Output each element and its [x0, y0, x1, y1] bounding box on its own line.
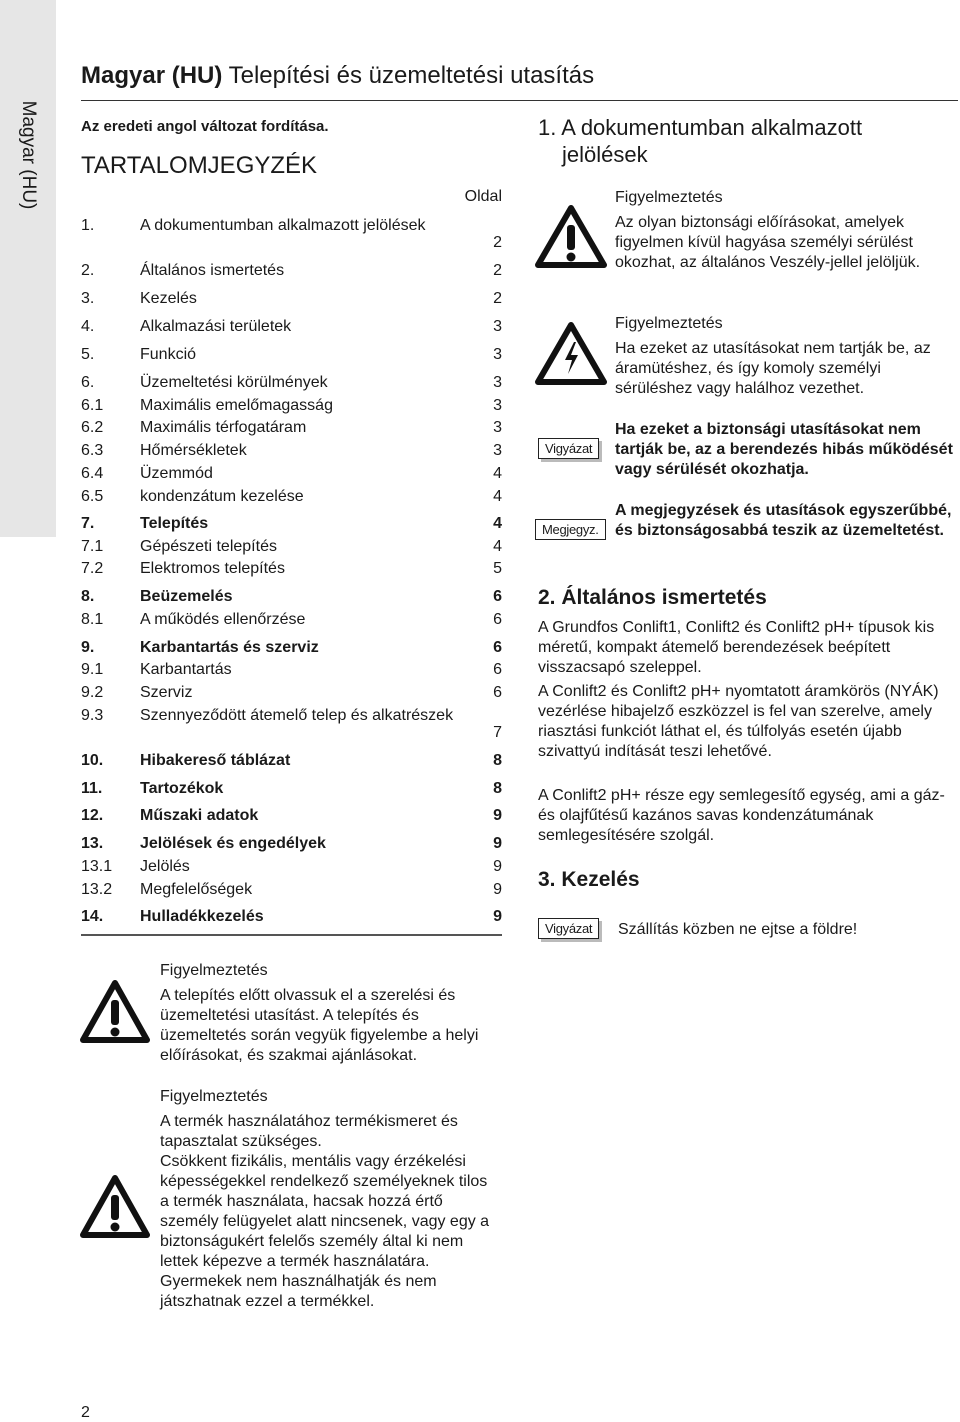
toc-entry-number: 6.	[81, 374, 95, 391]
toc-entry-label: Műszaki adatok	[140, 807, 259, 824]
toc-entry-label: Gépészeti telepítés	[140, 538, 277, 555]
toc-entry-page: 3	[493, 374, 502, 391]
section-1-heading	[538, 114, 862, 168]
toc-entry-number: 12.	[81, 807, 104, 824]
section-2-heading: 2. Általános ismertetés	[538, 586, 767, 609]
toc-entry-label: Maximális emelőmagasság	[140, 397, 333, 414]
note-tag: Megjegyz.	[535, 519, 606, 540]
toc-entry-number: 13.2	[81, 881, 113, 898]
toc-entry-page: 9	[493, 858, 502, 875]
note-text: A megjegyzések és utasítások egyszerűbbé, és biztonságosabbá teszik az üzemeltetést.	[615, 502, 952, 539]
toc-entry-number: 14.	[81, 908, 104, 925]
toc-entry-number: 4.	[81, 318, 95, 335]
warning-triangle-icon	[535, 205, 607, 269]
caution-tag: Vigyázat	[538, 438, 599, 459]
toc-entry-page: 4	[493, 538, 502, 555]
toc-entry-page: 6	[493, 661, 502, 678]
toc-entry-label: Hibakereső táblázat	[140, 752, 291, 769]
side-tab-label: Magyar (HU)	[18, 100, 39, 210]
toc-entry-page: 4	[493, 465, 502, 482]
toc-entry-number: 10.	[81, 752, 104, 769]
toc-entry-number: 6.1	[81, 397, 104, 414]
toc-entry-page: 3	[493, 318, 502, 335]
warning-triangle-icon	[80, 980, 150, 1044]
toc-entry-page: 9	[493, 807, 502, 824]
toc-entry-label: Hőmérsékletek	[140, 442, 247, 459]
toc-entry-label: Telepítés	[140, 515, 209, 532]
toc-entry-page: 6	[493, 611, 502, 628]
toc-entry-page: 9	[493, 908, 502, 925]
toc-entry-label: Funkció	[140, 346, 197, 363]
section-2-paragraph-3: A Conlift2 pH+ része egy semlegesítő egység, ami a gáz- és olajfűtésű kazános savas kondenzátumának semlegesítésére szolgál.	[538, 787, 945, 844]
toc-bottom-divider	[81, 934, 502, 936]
toc-entry-label: Jelölés	[140, 858, 190, 875]
title-language: Magyar (HU)	[81, 62, 223, 89]
warning-electric-heading: Figyelmeztetés	[615, 315, 723, 332]
section-1-heading-line1: 1. A dokumentumban alkalmazott	[538, 115, 863, 140]
toc-entry-number: 5.	[81, 346, 95, 363]
warning-general-text: Az olyan biztonsági előírásokat, amelyek figyelmen kívül hagyása személyi sérülést okozhat, az általános Veszély-jellel jelöljük.	[615, 214, 921, 271]
title-rest: Telepítési és üzemeltetési utasítás	[222, 62, 595, 89]
electric-hazard-icon	[535, 322, 607, 386]
toc-entry-number: 6.4	[81, 465, 104, 482]
section-2-paragraph-2: A Conlift2 és Conlift2 pH+ nyomtatott áramkörös (NYÁK) vezérlése hibajelző eszközzel is fel van szerelve, amely riasztási funkciót láthat el, és túlfolyás esetén újabb szivattyú indítását teszi lehetővé.	[538, 683, 939, 760]
toc-entry-label: kondenzátum kezelése	[140, 488, 304, 505]
toc-entry-number: 7.2	[81, 560, 104, 577]
toc-page-column-header: Oldal	[464, 188, 502, 205]
translation-note: Az eredeti angol változat fordítása.	[81, 118, 329, 135]
toc-entry-label: A működés ellenőrzése	[140, 611, 306, 628]
warning-general-heading: Figyelmeztetés	[615, 189, 723, 206]
toc-entry-number: 3.	[81, 290, 95, 307]
toc-entry-page: 6	[493, 684, 502, 701]
toc-title: TARTALOMJEGYZÉK	[81, 152, 318, 179]
toc-entry-number: 9.1	[81, 661, 104, 678]
toc-entry-page: 4	[493, 488, 502, 505]
toc-entry-label: Karbantartás és szerviz	[140, 639, 319, 656]
toc-entry-number: 6.5	[81, 488, 104, 505]
toc-entry-page: 8	[493, 752, 502, 769]
toc-entry-page: 3	[493, 419, 502, 436]
section-1-heading-line2: jelölések	[562, 142, 648, 167]
section-3-caution-text: Szállítás közben ne ejtse a földre!	[618, 921, 858, 938]
toc-entry-page: 7	[493, 724, 502, 741]
left-warning-1-text: A telepítés előtt olvassuk el a szerelési és üzemeltetési utasítást. A telepítés és üzemeltetés során vegyük figyelembe a helyi előírásokat, és szakmai ajánlásokat.	[160, 987, 479, 1064]
left-warning-2-heading: Figyelmeztetés	[160, 1088, 268, 1105]
warning-triangle-icon	[80, 1175, 150, 1239]
toc-entry-label: Alkalmazási területek	[140, 318, 292, 335]
left-warning-1-heading: Figyelmeztetés	[160, 962, 268, 979]
toc-entry-label: Tartozékok	[140, 780, 224, 797]
toc-entry-number: 9.	[81, 639, 95, 656]
toc-entry-number: 6.3	[81, 442, 104, 459]
caution-text: Ha ezeket a biztonsági utasításokat nem tartják be, az a berendezés hibás működését vagy sérülését okozhatja.	[615, 421, 953, 478]
toc-entry-label: Maximális térfogatáram	[140, 419, 307, 436]
toc-entry-page: 9	[493, 881, 502, 898]
toc-entry-label: Megfelelőségek	[140, 881, 253, 898]
toc-entry-number: 9.3	[81, 707, 104, 724]
toc-entry-page: 5	[493, 560, 502, 577]
toc-entry-label: Beüzemelés	[140, 588, 233, 605]
toc-entry-number: 11.	[81, 780, 103, 797]
toc-entry-number: 8.	[81, 588, 95, 605]
toc-entry-page: 8	[493, 780, 502, 797]
page-number: 2	[81, 1404, 90, 1421]
toc-entry-label: Szennyeződött átemelő telep és alkatrészek	[140, 707, 454, 724]
toc-entry-page: 6	[493, 639, 502, 656]
section-2-paragraph-1: A Grundfos Conlift1, Conlift2 és Conlift2 pH+ típusok kis méretű, kompakt átemelő berendezések beépített visszacsapó szeleppel.	[538, 619, 935, 676]
toc-entry-number: 1.	[81, 217, 95, 234]
toc-entry-page: 3	[493, 442, 502, 459]
toc-entry-page: 9	[493, 835, 502, 852]
toc-entry-page: 3	[493, 397, 502, 414]
toc-entry-label: Elektromos telepítés	[140, 560, 285, 577]
toc-entry-label: Kezelés	[140, 290, 197, 307]
toc-entry-number: 6.2	[81, 419, 104, 436]
toc-entry-page: 4	[493, 515, 502, 532]
toc-entry-number: 2.	[81, 262, 95, 279]
toc-entry-number: 13.1	[81, 858, 113, 875]
toc-entry-label: Üzemmód	[140, 465, 213, 482]
toc-entry-label: Üzemeltetési körülmények	[140, 374, 328, 391]
toc-entry-number: 8.1	[81, 611, 104, 628]
toc-entry-page: 2	[493, 234, 502, 251]
side-language-tab	[0, 0, 56, 537]
toc-entry-label: Szerviz	[140, 684, 193, 701]
toc-entry-label: Hulladékkezelés	[140, 908, 264, 925]
toc-entry-number: 13.	[81, 835, 104, 852]
left-warning-2-text: A termék használatához termékismeret és tapasztalat szükséges. Csökkent fizikális, mentális vagy érzékelési képességekkel rendelkező személyeknek tilos a termék használata, hacsak hozzá értő személy felügyelet alatt nincsenek, vagy egy a biztonságukért felelős személy által ki nem lettek képezve a termék használatára. Gyermekek nem használhatják és nem játszhatnak ezzel a termékkel.	[160, 1113, 490, 1310]
section-3-heading: 3. Kezelés	[538, 868, 640, 891]
toc-entry-label: Karbantartás	[140, 661, 232, 678]
warning-electric-text: Ha ezeket az utasításokat nem tartják be, az áramütéshez, és így komoly személyi sérüléshez vagy halálhoz vezethet.	[615, 340, 931, 397]
toc-entry-label: A dokumentumban alkalmazott jelölések	[140, 217, 426, 234]
toc-entry-page: 2	[493, 290, 502, 307]
toc-entry-page: 6	[493, 588, 502, 605]
toc-entry-page: 2	[493, 262, 502, 279]
section-3-caution-tag: Vigyázat	[538, 918, 599, 939]
table-of-contents	[81, 0, 502, 940]
toc-entry-number: 9.2	[81, 684, 104, 701]
toc-entry-number: 7.	[81, 515, 95, 532]
toc-entry-page: 3	[493, 346, 502, 363]
toc-entry-number: 7.1	[81, 538, 104, 555]
toc-entry-label: Jelölések és engedélyek	[140, 835, 326, 852]
toc-entry-label: Általános ismertetés	[140, 262, 285, 279]
